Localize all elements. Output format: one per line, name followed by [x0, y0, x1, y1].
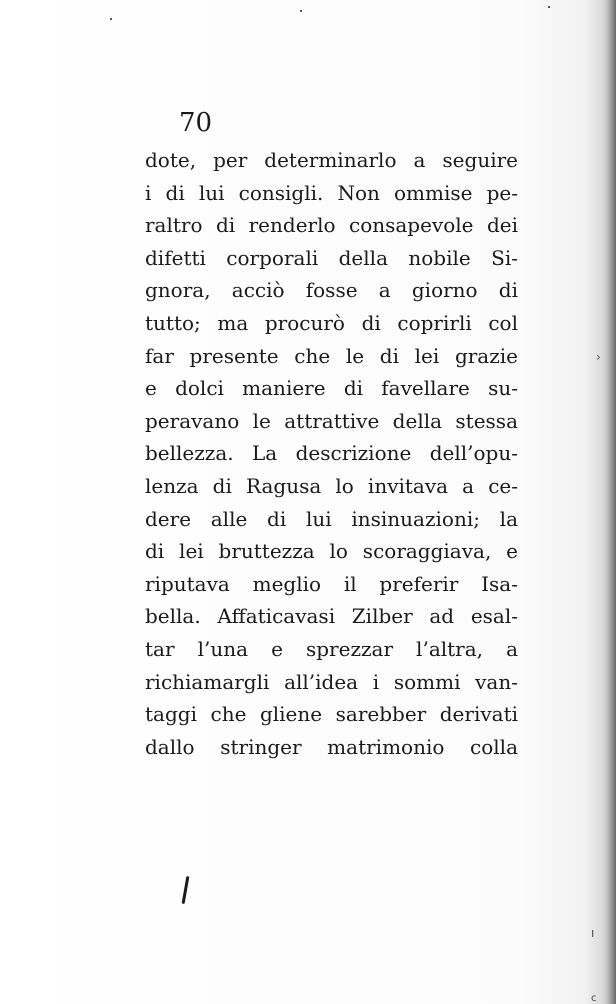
text-line: lenza di Ragusa lo invitava a ce- — [145, 473, 518, 498]
paper-speck — [110, 18, 112, 20]
margin-speck-icon: › — [596, 350, 601, 364]
text-line: difetti corporali della nobile Si- — [145, 245, 518, 270]
text-line: tar l’una e sprezzar l’altra, a — [145, 636, 518, 661]
text-line: dote, per determinarlo a seguire — [145, 148, 518, 172]
text-line: riputava meglio il preferir Isa- — [145, 571, 518, 596]
page-text-block — [145, 144, 518, 763]
text-line: dere alle di lui insinuazioni; la — [145, 506, 518, 531]
text-line: di lei bruttezza lo scoraggiava, e — [145, 539, 518, 564]
paper-speck — [300, 10, 302, 12]
text-line: raltro di renderlo consapevole dei — [145, 213, 518, 238]
paper-speck — [548, 6, 550, 8]
text-line: i di lui consigli. Non ommise pe- — [145, 180, 518, 205]
text-line: e dolci maniere di favellare su- — [145, 376, 518, 401]
text-line: tutto; ma procurò di coprirli col — [145, 310, 518, 335]
text-line: dallo stringer matrimonio colla — [145, 734, 518, 759]
text-line: richiamargli all’idea i sommi van- — [145, 669, 518, 694]
text-line: bellezza. La descrizione dell’opu- — [145, 441, 518, 466]
text-line: far presente che le di lei grazie — [145, 343, 518, 368]
text-line: bella. Affaticavasi Zilber ad esal- — [145, 604, 518, 629]
text-line: peravano le attrattive della stessa — [145, 408, 518, 433]
page-edge-shadow — [602, 0, 616, 1004]
margin-speck-icon: ı — [591, 926, 595, 940]
text-line: taggi che gliene sarebber derivati — [145, 702, 518, 727]
margin-speck-icon: c — [591, 993, 597, 1004]
page-number: 70 — [179, 108, 213, 138]
text-line: gnora, acciò fosse a giorno di — [145, 278, 518, 303]
ink-stroke-mark — [182, 876, 190, 904]
